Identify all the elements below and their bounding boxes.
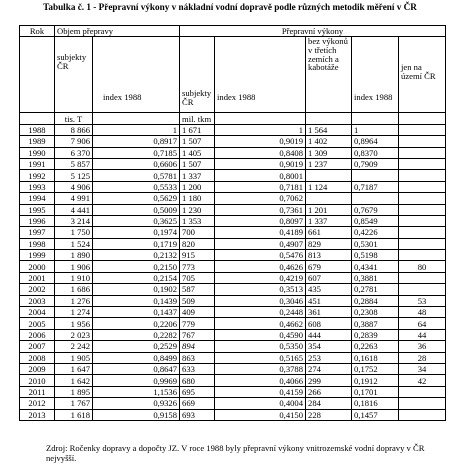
cell-index-vykony: 0,5476	[215, 250, 306, 261]
cell-objem: 1 686	[55, 284, 93, 295]
cell-index-bez: 0,1457	[352, 409, 399, 420]
cell-jen	[399, 204, 446, 215]
cell-index-vykony: 0,7062	[215, 193, 306, 204]
cell-jen: 53	[399, 295, 446, 306]
header-empty	[20, 37, 55, 113]
cell-jen: 64	[399, 318, 446, 329]
cell-objem: 3 214	[55, 215, 93, 226]
cell-subjekty: 1 507	[180, 136, 215, 147]
cell-objem: 5 125	[55, 170, 93, 181]
cell-subjekty: 633	[180, 363, 215, 374]
cell-index-vykony: 0,4004	[215, 398, 306, 409]
cell-objem: 5 857	[55, 158, 93, 169]
cell-jen	[399, 386, 446, 397]
cell-jen: 48	[399, 307, 446, 318]
cell-index-bez: 0,5301	[352, 238, 399, 249]
cell-index-vykony: 0,5350	[215, 341, 306, 352]
cell-jen	[399, 170, 446, 181]
cell-subjekty: 1 230	[180, 204, 215, 215]
cell-index-objem: 0,2150	[93, 261, 180, 272]
cell-index-vykony: 0,4150	[215, 409, 306, 420]
table-row	[20, 386, 446, 397]
cell-jen	[399, 227, 446, 238]
cell-index-objem: 0,3625	[93, 215, 180, 226]
cell-objem: 7 906	[55, 136, 93, 147]
cell-index-bez: 0,3881	[352, 272, 399, 283]
table-row	[20, 284, 446, 295]
table-row	[20, 398, 446, 409]
cell-index-vykony: 0,4219	[215, 272, 306, 283]
cell-index-objem: 0,5629	[93, 193, 180, 204]
cell-rok: 1998	[20, 238, 55, 249]
header-index1988: index 1988	[93, 37, 180, 113]
header-objem: Objem přepravy	[55, 26, 180, 37]
cell-index-objem: 0,9158	[93, 409, 180, 420]
table-row	[20, 250, 446, 261]
cell-bez: 228	[306, 409, 352, 420]
cell-jen: 80	[399, 261, 446, 272]
cell-index-vykony: 0,4907	[215, 238, 306, 249]
cell-index-bez: 0,2839	[352, 329, 399, 340]
cell-index-vykony: 1	[215, 124, 306, 135]
cell-subjekty: 863	[180, 352, 215, 363]
cell-index-objem: 0,1719	[93, 238, 180, 249]
cell-index-bez: 0,1701	[352, 386, 399, 397]
cell-jen	[399, 136, 446, 147]
cell-index-objem: 0,5781	[93, 170, 180, 181]
cell-index-bez	[352, 193, 399, 204]
cell-rok: 1995	[20, 204, 55, 215]
table-row	[20, 307, 446, 318]
cell-rok: 2004	[20, 307, 55, 318]
cell-jen	[399, 215, 446, 226]
cell-objem: 1 524	[55, 238, 93, 249]
table-row	[20, 238, 446, 249]
cell-jen	[399, 124, 446, 135]
cell-index-objem: 0,2154	[93, 272, 180, 283]
cell-jen	[399, 158, 446, 169]
cell-jen	[399, 398, 446, 409]
cell-index-vykony: 0,7181	[215, 181, 306, 192]
cell-rok: 2010	[20, 375, 55, 386]
cell-subjekty: 1 671	[180, 124, 215, 135]
table-row	[20, 124, 446, 135]
cell-bez: 361	[306, 307, 352, 318]
table-row	[20, 409, 446, 420]
header-jen: jen na území ČR	[399, 37, 446, 113]
cell-index-vykony: 0,8097	[215, 215, 306, 226]
cell-bez: 253	[306, 352, 352, 363]
cell-index-bez: 0,5198	[352, 250, 399, 261]
header-rok: Rok	[20, 26, 55, 37]
cell-index-vykony: 0,5165	[215, 352, 306, 363]
table-row	[20, 295, 446, 306]
cell-index-objem: 1,1536	[93, 386, 180, 397]
table-row	[20, 170, 446, 181]
cell-objem: 1 618	[55, 409, 93, 420]
cell-objem: 1 910	[55, 272, 93, 283]
cell-rok: 1993	[20, 181, 55, 192]
cell-subjekty: 1 180	[180, 193, 215, 204]
cell-objem: 1 895	[55, 386, 93, 397]
cell-subjekty: 820	[180, 238, 215, 249]
cell-jen	[399, 284, 446, 295]
cell-index-vykony: 0,4066	[215, 375, 306, 386]
table-row	[20, 375, 446, 386]
header-index1988b: index 1988	[215, 37, 306, 113]
cell-subjekty: 894	[180, 341, 215, 352]
table-row	[20, 147, 446, 158]
cell-subjekty: 693	[180, 409, 215, 420]
cell-rok: 2005	[20, 318, 55, 329]
cell-jen	[399, 147, 446, 158]
cell-objem: 1 906	[55, 261, 93, 272]
cell-rok: 2013	[20, 409, 55, 420]
cell-objem: 1 890	[55, 250, 93, 261]
cell-jen: 42	[399, 375, 446, 386]
cell-index-objem: 0,2282	[93, 329, 180, 340]
table-row	[20, 136, 446, 147]
cell-objem: 1 767	[55, 398, 93, 409]
header-bez: bez výkonů v třetích zemích a kabotáže	[306, 37, 352, 113]
cell-bez: 299	[306, 375, 352, 386]
cell-bez: 284	[306, 398, 352, 409]
cell-index-vykony: 0,3513	[215, 284, 306, 295]
cell-bez: 661	[306, 227, 352, 238]
cell-objem: 1 274	[55, 307, 93, 318]
table-row	[20, 272, 446, 283]
cell-index-objem: 1	[93, 124, 180, 135]
cell-objem: 8 866	[55, 124, 93, 135]
cell-index-bez: 0,1912	[352, 375, 399, 386]
header-subjekty2: subjekty ČR	[180, 37, 215, 113]
cell-subjekty: 700	[180, 227, 215, 238]
cell-rok: 1996	[20, 215, 55, 226]
cell-rok: 1988	[20, 124, 55, 135]
cell-rok: 2000	[20, 261, 55, 272]
cell-index-bez: 0,1752	[352, 363, 399, 374]
cell-index-bez: 0,2781	[352, 284, 399, 295]
cell-index-vykony: 0,9019	[215, 158, 306, 169]
cell-jen: 44	[399, 329, 446, 340]
cell-index-bez: 0,1618	[352, 352, 399, 363]
cell-index-objem: 0,1902	[93, 284, 180, 295]
table-row	[20, 181, 446, 192]
cell-subjekty: 779	[180, 318, 215, 329]
cell-objem: 1 750	[55, 227, 93, 238]
cell-subjekty: 680	[180, 375, 215, 386]
table-row	[20, 204, 446, 215]
cell-jen: 36	[399, 341, 446, 352]
cell-rok: 1992	[20, 170, 55, 181]
cell-index-bez: 0,7909	[352, 158, 399, 169]
table-row	[20, 352, 446, 363]
cell-rok: 2002	[20, 284, 55, 295]
header-vykony: Přepravní výkony	[180, 26, 446, 37]
cell-rok: 2012	[20, 398, 55, 409]
cell-bez: 354	[306, 341, 352, 352]
cell-index-objem: 0,8499	[93, 352, 180, 363]
cell-index-vykony: 0,3788	[215, 363, 306, 374]
table-row	[20, 193, 446, 204]
cell-rok: 2008	[20, 352, 55, 363]
cell-index-vykony: 0,7361	[215, 204, 306, 215]
source-note: Zdroj: Ročenky dopravy a dopočty JZ. V roce 1988 byly přepravní výkony vnitrozemské vodní dopravy v ČR nejvyšší.	[46, 443, 425, 463]
cell-rok: 2003	[20, 295, 55, 306]
cell-jen	[399, 193, 446, 204]
cell-objem: 1 905	[55, 352, 93, 363]
cell-rok: 2007	[20, 341, 55, 352]
cell-index-objem: 0,8917	[93, 136, 180, 147]
cell-objem: 4 441	[55, 204, 93, 215]
cell-bez: 679	[306, 261, 352, 272]
header-subjekty: subjekty ČR	[55, 37, 93, 113]
cell-index-bez: 0,1816	[352, 398, 399, 409]
cell-index-objem: 0,9969	[93, 375, 180, 386]
cell-index-vykony: 0,4590	[215, 329, 306, 340]
cell-jen: 28	[399, 352, 446, 363]
cell-rok: 2006	[20, 329, 55, 340]
cell-index-bez: 0,2884	[352, 295, 399, 306]
cell-bez: 1 402	[306, 136, 352, 147]
cell-subjekty: 915	[180, 250, 215, 261]
cell-index-bez: 0,7679	[352, 204, 399, 215]
cell-rok: 1997	[20, 227, 55, 238]
cell-subjekty: 1 507	[180, 158, 215, 169]
unit-tkm: mil. tkm	[180, 113, 215, 124]
cell-rok: 1991	[20, 158, 55, 169]
cell-index-vykony: 0,2448	[215, 307, 306, 318]
cell-index-objem: 0,9326	[93, 398, 180, 409]
header-index1988c: index 1988	[352, 37, 399, 113]
cell-index-vykony: 0,4662	[215, 318, 306, 329]
header-row-2	[20, 37, 446, 113]
cell-bez: 1 124	[306, 181, 352, 192]
cell-index-bez: 0,2263	[352, 341, 399, 352]
cell-rok: 2009	[20, 363, 55, 374]
cell-bez: 1 237	[306, 158, 352, 169]
cell-index-vykony: 0,4189	[215, 227, 306, 238]
cell-index-vykony: 0,9019	[215, 136, 306, 147]
table-row	[20, 363, 446, 374]
table-row	[20, 341, 446, 352]
header-row-units	[20, 113, 446, 124]
cell-rok: 1994	[20, 193, 55, 204]
cell-rok: 1989	[20, 136, 55, 147]
cell-rok: 2001	[20, 272, 55, 283]
cell-index-bez: 0,7187	[352, 181, 399, 192]
cell-bez: 451	[306, 295, 352, 306]
cell-subjekty: 695	[180, 386, 215, 397]
table-title: Tabulka č. 1 - Přepravní výkony v nákladní vodní dopravě podle různých metodik měření v ČR	[43, 2, 417, 12]
cell-index-bez: 0,8549	[352, 215, 399, 226]
cell-bez: 1 564	[306, 124, 352, 135]
cell-index-objem: 0,2206	[93, 318, 180, 329]
cell-index-bez: 0,8964	[352, 136, 399, 147]
cell-index-objem: 0,8647	[93, 363, 180, 374]
cell-jen	[399, 409, 446, 420]
cell-jen	[399, 181, 446, 192]
cell-index-objem: 0,1974	[93, 227, 180, 238]
cell-bez: 444	[306, 329, 352, 340]
cell-bez	[306, 170, 352, 181]
cell-bez: 608	[306, 318, 352, 329]
cell-index-vykony: 0,8408	[215, 147, 306, 158]
cell-index-objem: 0,1437	[93, 307, 180, 318]
cell-objem: 4 906	[55, 181, 93, 192]
cell-index-objem: 0,6606	[93, 158, 180, 169]
cell-subjekty: 669	[180, 398, 215, 409]
cell-index-objem: 0,5533	[93, 181, 180, 192]
cell-bez: 813	[306, 250, 352, 261]
cell-objem: 2 242	[55, 341, 93, 352]
cell-index-vykony: 0,4626	[215, 261, 306, 272]
table-row	[20, 318, 446, 329]
cell-objem: 1 956	[55, 318, 93, 329]
cell-subjekty: 1 337	[180, 170, 215, 181]
cell-objem: 6 370	[55, 147, 93, 158]
cell-index-vykony: 0,3046	[215, 295, 306, 306]
cell-subjekty: 509	[180, 295, 215, 306]
cell-bez: 1 337	[306, 215, 352, 226]
cell-objem: 1 642	[55, 375, 93, 386]
cell-index-vykony: 0,8001	[215, 170, 306, 181]
cell-index-objem: 0,2132	[93, 250, 180, 261]
table-row	[20, 329, 446, 340]
table-row	[20, 215, 446, 226]
cell-index-objem: 0,5009	[93, 204, 180, 215]
cell-index-bez: 0,4341	[352, 261, 399, 272]
cell-rok: 2011	[20, 386, 55, 397]
cell-subjekty: 773	[180, 261, 215, 272]
cell-subjekty: 767	[180, 329, 215, 340]
unit-t: tis. T	[55, 113, 93, 124]
cell-jen	[399, 272, 446, 283]
cell-index-objem: 0,2529	[93, 341, 180, 352]
cell-index-bez: 0,2308	[352, 307, 399, 318]
cell-index-bez: 0,8370	[352, 147, 399, 158]
cell-bez: 266	[306, 386, 352, 397]
cell-bez: 435	[306, 284, 352, 295]
cell-rok: 1990	[20, 147, 55, 158]
cell-subjekty: 1 405	[180, 147, 215, 158]
table-row	[20, 227, 446, 238]
cell-jen: 34	[399, 363, 446, 374]
cell-objem: 1 647	[55, 363, 93, 374]
cell-index-bez: 0,4226	[352, 227, 399, 238]
cell-bez: 1 309	[306, 147, 352, 158]
header-row-1	[20, 26, 446, 37]
cell-rok: 1999	[20, 250, 55, 261]
cell-index-bez: 1	[352, 124, 399, 135]
table-row	[20, 158, 446, 169]
table-row	[20, 261, 446, 272]
cell-subjekty: 587	[180, 284, 215, 295]
cell-jen	[399, 250, 446, 261]
cell-objem: 4 991	[55, 193, 93, 204]
cell-objem: 2 023	[55, 329, 93, 340]
cell-objem: 1 276	[55, 295, 93, 306]
cell-index-bez	[352, 170, 399, 181]
cell-subjekty: 1 353	[180, 215, 215, 226]
cell-index-vykony: 0,4159	[215, 386, 306, 397]
cell-subjekty: 409	[180, 307, 215, 318]
cell-bez	[306, 193, 352, 204]
cell-subjekty: 1 200	[180, 181, 215, 192]
cell-index-bez: 0,3887	[352, 318, 399, 329]
cell-index-objem: 0,7185	[93, 147, 180, 158]
cell-bez: 1 201	[306, 204, 352, 215]
cell-subjekty: 705	[180, 272, 215, 283]
cell-bez: 607	[306, 272, 352, 283]
cell-bez: 274	[306, 363, 352, 374]
cell-bez: 829	[306, 238, 352, 249]
data-table	[19, 25, 446, 421]
cell-jen	[399, 238, 446, 249]
cell-index-objem: 0,1439	[93, 295, 180, 306]
